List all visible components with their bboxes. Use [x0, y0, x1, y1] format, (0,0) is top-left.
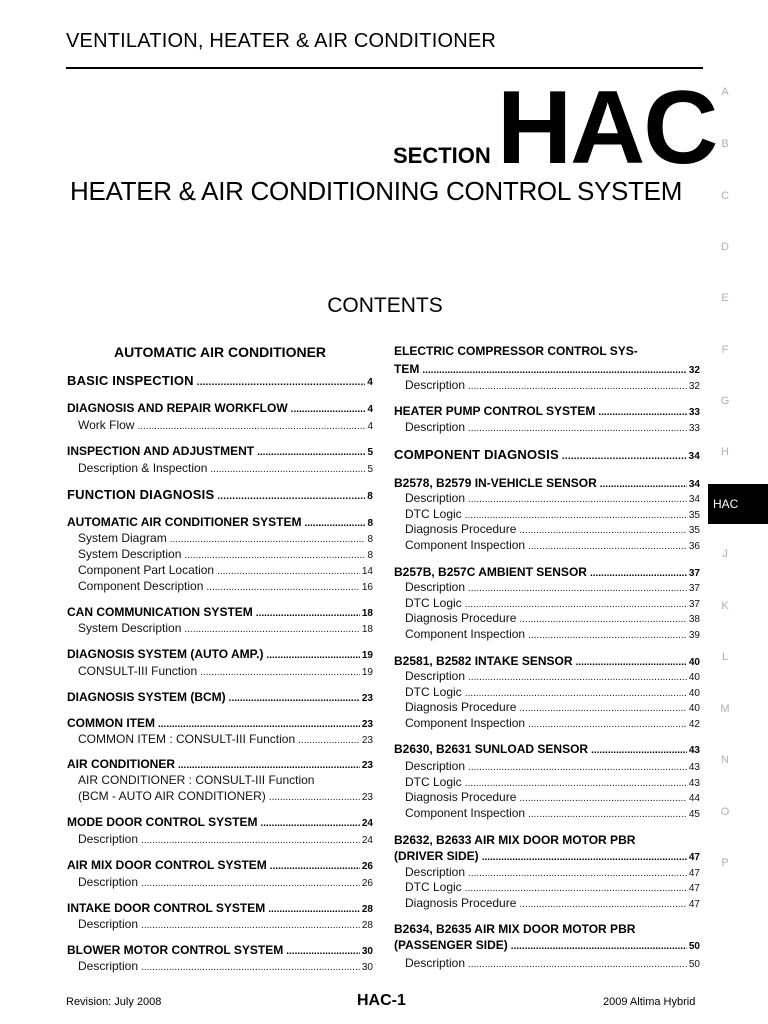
dot-leader: [170, 534, 366, 545]
toc-entry[interactable]: [67, 901, 373, 915]
side-tab[interactable]: F: [721, 344, 729, 356]
dot-leader: [206, 582, 359, 593]
dot-leader: [217, 566, 360, 577]
toc-entry-title: B257B, B257C AMBIENT SENSOR: [394, 565, 587, 579]
toc-subentry[interactable]: [394, 378, 700, 392]
toc-subentry[interactable]: [394, 491, 700, 505]
toc-subentry[interactable]: [394, 880, 700, 894]
toc-entry[interactable]: [67, 815, 373, 829]
dot-leader: [468, 959, 687, 970]
section-label: SECTION: [393, 143, 491, 168]
dot-leader: [200, 667, 360, 678]
toc-subentry[interactable]: [394, 420, 700, 434]
toc-entry-title: B2630, B2631 SUNLOAD SENSOR: [394, 742, 589, 756]
toc-page-number: 44: [688, 793, 700, 804]
dot-leader: [590, 568, 687, 579]
toc-entry-title: System Description: [78, 621, 182, 635]
toc-page-number: 18: [361, 608, 373, 619]
toc-page-number: 24: [361, 835, 373, 846]
toc-entry-title: TEM: [394, 362, 420, 376]
toc-subentry[interactable]: [67, 732, 373, 746]
toc-subentry[interactable]: [394, 685, 700, 699]
toc-entry[interactable]: [67, 515, 373, 529]
toc-page-number: 23: [361, 735, 373, 746]
toc-entry[interactable]: [394, 476, 700, 490]
toc-subentry[interactable]: [394, 759, 700, 773]
toc-entry-title: Diagnosis Procedure: [405, 700, 517, 714]
toc-page-number: 23: [361, 792, 373, 803]
toc-entry-title: DTC Logic: [405, 775, 462, 789]
toc-entry[interactable]: [67, 401, 373, 415]
toc-subentry[interactable]: [67, 789, 373, 803]
toc-entry[interactable]: [394, 362, 700, 376]
dot-leader: [519, 525, 686, 536]
dot-leader: [269, 792, 360, 803]
toc-entry-title: DTC Logic: [405, 880, 462, 894]
toc-page-number: 16: [361, 582, 373, 593]
toc-subentry[interactable]: [394, 716, 700, 730]
toc-subentry[interactable]: [394, 627, 700, 641]
toc-page-number: 28: [361, 904, 373, 915]
toc-entry-title: Component Inspection: [405, 538, 526, 552]
dot-leader: [519, 614, 686, 625]
dot-leader: [266, 650, 359, 661]
dot-leader: [298, 735, 360, 746]
toc-subentry[interactable]: [394, 956, 700, 970]
toc-entry-continued: B2634, B2635 AIR MIX DOOR MOTOR PBR: [394, 922, 636, 936]
toc-page-number: 40: [688, 688, 700, 699]
toc-entry-title: Description: [405, 956, 466, 970]
toc-group-heading: AUTOMATIC AIR CONDITIONER: [113, 344, 327, 360]
dot-leader: [468, 423, 687, 434]
toc-page-number: 18: [361, 624, 373, 635]
side-tab[interactable]: D: [721, 241, 729, 253]
dot-leader: [141, 920, 360, 931]
toc-page-number: 40: [688, 703, 700, 714]
side-tab[interactable]: J: [722, 548, 728, 560]
dot-leader: [260, 818, 359, 829]
side-tab[interactable]: C: [721, 190, 729, 202]
toc-left-column: [67, 0, 373, 1024]
toc-entry-title: DTC Logic: [405, 685, 462, 699]
toc-page-number: 8: [367, 518, 373, 529]
toc-page-number: 23: [361, 719, 373, 730]
dot-leader: [141, 878, 360, 889]
dot-leader: [291, 404, 366, 415]
dot-leader: [528, 809, 687, 820]
toc-page-number: 33: [688, 407, 700, 418]
toc-entry-title: Description: [405, 378, 466, 392]
dot-leader: [465, 599, 687, 610]
toc-entry-title: B2578, B2579 IN-VEHICLE SENSOR: [394, 476, 597, 490]
dot-leader: [519, 899, 686, 910]
toc-page-number: 32: [688, 381, 700, 392]
toc-subentry[interactable]: [67, 832, 373, 846]
toc-entry-title: INTAKE DOOR CONTROL SYSTEM: [67, 901, 266, 915]
dot-leader: [286, 946, 360, 957]
running-header: VENTILATION, HEATER & AIR CONDITIONER: [66, 30, 497, 52]
dot-leader: [197, 377, 366, 388]
side-tab[interactable]: M: [720, 703, 730, 715]
dot-leader: [210, 464, 365, 475]
side-tab[interactable]: E: [721, 292, 729, 304]
toc-page-number: 35: [688, 525, 700, 536]
section-code: HAC: [497, 70, 717, 186]
toc-entry-title: Component Part Location: [78, 563, 215, 577]
toc-subentry[interactable]: [67, 531, 373, 545]
toc-page-number: 50: [688, 959, 700, 970]
dot-leader: [468, 868, 687, 879]
toc-entry-title: Component Description: [78, 579, 204, 593]
toc-entry-title: Diagnosis Procedure: [405, 790, 517, 804]
toc-page-number: 26: [361, 861, 373, 872]
side-tab[interactable]: L: [721, 651, 729, 663]
toc-page-number: 43: [688, 762, 700, 773]
toc-subentry[interactable]: [67, 461, 373, 475]
side-tab[interactable]: B: [721, 138, 729, 150]
toc-page-number: 19: [361, 650, 373, 661]
toc-entry-title: Description: [78, 832, 139, 846]
toc-page-number: 36: [688, 541, 700, 552]
toc-entry-title: Description: [405, 420, 466, 434]
dot-leader: [562, 451, 687, 462]
toc-entry[interactable]: [394, 742, 700, 756]
toc-page-number: 4: [367, 404, 373, 415]
vehicle-model: 2009 Altima Hybrid: [603, 996, 696, 1008]
toc-entry-title: Component Inspection: [405, 806, 526, 820]
contents-heading: CONTENTS: [327, 294, 443, 317]
toc-entry-title: Description & Inspection: [78, 461, 208, 475]
dot-leader: [519, 793, 686, 804]
toc-entry-title: Description: [78, 917, 139, 931]
dot-leader: [598, 407, 687, 418]
toc-subentry[interactable]: [67, 418, 373, 432]
toc-entry-title: Description: [405, 759, 466, 773]
toc-subentry[interactable]: [394, 522, 700, 536]
toc-subentry[interactable]: [67, 664, 373, 678]
dot-leader: [468, 672, 687, 683]
toc-entry-title: AIR CONDITIONER: [67, 757, 175, 771]
side-tab[interactable]: N: [721, 754, 729, 766]
toc-entry-title: DTC Logic: [405, 507, 462, 521]
side-tab[interactable]: K: [721, 600, 729, 612]
toc-page-number: 50: [688, 941, 700, 952]
toc-page-number: 8: [367, 550, 373, 561]
dot-leader: [591, 745, 687, 756]
toc-page-number: 43: [688, 745, 700, 756]
toc-entry-title: Diagnosis Procedure: [405, 896, 517, 910]
toc-subentry[interactable]: [394, 507, 700, 521]
toc-entry-title: CAN COMMUNICATION SYSTEM: [67, 605, 253, 619]
dot-leader: [158, 719, 360, 730]
toc-entry-continued: AIR CONDITIONER : CONSULT-III Function: [78, 773, 315, 787]
dot-leader: [270, 861, 360, 872]
toc-page-number: 28: [361, 920, 373, 931]
toc-subentry[interactable]: [67, 875, 373, 889]
toc-subentry[interactable]: [394, 580, 700, 594]
dot-leader: [465, 883, 687, 894]
section-title: HEATER & AIR CONDITIONING CONTROL SYSTEM: [70, 176, 683, 206]
toc-entry-title: COMPONENT DIAGNOSIS: [394, 447, 559, 462]
toc-entry-title: DIAGNOSIS SYSTEM (AUTO AMP.): [67, 647, 264, 661]
toc-page-number: 37: [688, 568, 700, 579]
dot-leader: [482, 852, 687, 863]
toc-page-number: 32: [688, 365, 700, 376]
toc-entry[interactable]: [67, 943, 373, 957]
toc-entry-title: Component Inspection: [405, 627, 526, 641]
dot-leader: [465, 510, 687, 521]
toc-entry-title: B2581, B2582 INTAKE SENSOR: [394, 654, 573, 668]
dot-leader: [184, 624, 360, 635]
toc-page-number: 37: [688, 583, 700, 594]
toc-entry-title: Description: [405, 491, 466, 505]
toc-entry-title: (BCM - AUTO AIR CONDITIONER): [78, 789, 266, 803]
toc-entry[interactable]: [394, 447, 700, 462]
toc-page-number: 4: [367, 421, 373, 432]
toc-entry-title: BLOWER MOTOR CONTROL SYSTEM: [67, 943, 284, 957]
toc-subentry[interactable]: [67, 563, 373, 577]
dot-leader: [468, 494, 687, 505]
revision-date: Revision: July 2008: [66, 996, 162, 1008]
toc-page-number: 8: [367, 491, 373, 502]
toc-entry-title: System Description: [78, 547, 182, 561]
toc-entry-title: MODE DOOR CONTROL SYSTEM: [67, 815, 258, 829]
toc-page-number: 34: [688, 451, 700, 462]
dot-leader: [528, 541, 687, 552]
dot-leader: [141, 835, 360, 846]
toc-subentry[interactable]: [394, 775, 700, 789]
toc-subentry[interactable]: [67, 621, 373, 635]
toc-page-number: 30: [361, 962, 373, 973]
toc-entry[interactable]: [394, 654, 700, 668]
dot-leader: [268, 904, 360, 915]
toc-entry-title: BASIC INSPECTION: [67, 373, 194, 388]
toc-subentry[interactable]: [67, 547, 373, 561]
toc-entry-title: Component Inspection: [405, 716, 526, 730]
toc-subentry[interactable]: [67, 579, 373, 593]
toc-entry-title: DTC Logic: [405, 596, 462, 610]
toc-page-number: 38: [688, 614, 700, 625]
toc-entry[interactable]: [67, 757, 373, 771]
toc-subentry[interactable]: [394, 896, 700, 910]
toc-entry[interactable]: [67, 858, 373, 872]
toc-entry-title: Description: [405, 580, 466, 594]
toc-entry-title: COMMON ITEM: [67, 716, 155, 730]
toc-page-number: 26: [361, 878, 373, 889]
dot-leader: [257, 447, 365, 458]
toc-subentry[interactable]: [394, 611, 700, 625]
toc-page-number: 8: [367, 534, 373, 545]
toc-page-number: 30: [361, 946, 373, 957]
toc-subentry[interactable]: [394, 806, 700, 820]
toc-entry-title: HEATER PUMP CONTROL SYSTEM: [394, 404, 596, 418]
toc-entry[interactable]: [67, 373, 373, 388]
toc-entry-title: FUNCTION DIAGNOSIS: [67, 487, 215, 502]
dot-leader: [229, 693, 360, 704]
toc-page-number: 5: [367, 464, 373, 475]
toc-entry[interactable]: [394, 565, 700, 579]
toc-page-number: 34: [688, 494, 700, 505]
toc-entry[interactable]: [394, 849, 700, 863]
dot-leader: [528, 630, 687, 641]
toc-page-number: 19: [361, 667, 373, 678]
toc-page-number: 4: [367, 377, 373, 388]
toc-page-number: 45: [688, 809, 700, 820]
toc-entry-continued: ELECTRIC COMPRESSOR CONTROL SYS-: [394, 344, 638, 358]
toc-entry[interactable]: [67, 487, 373, 502]
toc-subentry[interactable]: [394, 669, 700, 683]
dot-leader: [600, 479, 687, 490]
toc-subentry[interactable]: [394, 700, 700, 714]
page-number: HAC-1: [357, 992, 406, 1009]
dot-leader: [528, 719, 687, 730]
toc-entry-title: (DRIVER SIDE): [394, 849, 479, 863]
toc-entry[interactable]: [394, 938, 700, 952]
dot-leader: [511, 941, 687, 952]
dot-leader: [141, 962, 360, 973]
toc-subentry[interactable]: [394, 596, 700, 610]
toc-page-number: 47: [688, 899, 700, 910]
toc-entry[interactable]: [67, 716, 373, 730]
toc-entry-title: CONSULT-III Function: [78, 664, 198, 678]
toc-entry-title: DIAGNOSIS SYSTEM (BCM): [67, 690, 226, 704]
toc-subentry[interactable]: [394, 790, 700, 804]
toc-page-number: 23: [361, 760, 373, 771]
dot-leader: [422, 365, 687, 376]
toc-page-number: 40: [688, 657, 700, 668]
toc-page-number: 43: [688, 778, 700, 789]
toc-entry-title: (PASSENGER SIDE): [394, 938, 508, 952]
toc-page-number: 34: [688, 479, 700, 490]
toc-subentry[interactable]: [394, 865, 700, 879]
toc-entry-title: Description: [78, 959, 139, 973]
toc-subentry[interactable]: [394, 538, 700, 552]
dot-leader: [519, 703, 686, 714]
toc-entry-title: System Diagram: [78, 531, 167, 545]
toc-entry[interactable]: [394, 404, 700, 418]
toc-entry-continued: B2632, B2633 AIR MIX DOOR MOTOR PBR: [394, 833, 636, 847]
toc-entry-title: Description: [78, 875, 139, 889]
side-tab[interactable]: P: [721, 857, 729, 869]
dot-leader: [468, 381, 687, 392]
toc-page-number: 33: [688, 423, 700, 434]
side-tab[interactable]: A: [721, 86, 729, 98]
toc-entry-title: Work Flow: [78, 418, 135, 432]
toc-entry-title: INSPECTION AND ADJUSTMENT: [67, 444, 255, 458]
dot-leader: [465, 688, 687, 699]
toc-right-column: [394, 0, 700, 1024]
side-tab[interactable]: H: [721, 446, 729, 458]
toc-page-number: 35: [688, 510, 700, 521]
toc-entry[interactable]: [67, 605, 373, 619]
dot-leader: [576, 657, 687, 668]
toc-entry-title: COMMON ITEM : CONSULT-III Function: [78, 732, 296, 746]
toc-page-number: 47: [688, 852, 700, 863]
toc-entry-title: Description: [405, 669, 466, 683]
dot-leader: [256, 608, 360, 619]
toc-entry[interactable]: [67, 690, 373, 704]
side-tab[interactable]: O: [720, 806, 730, 818]
toc-entry-title: Diagnosis Procedure: [405, 522, 517, 536]
toc-page-number: 47: [688, 883, 700, 894]
toc-page-number: 39: [688, 630, 700, 641]
toc-page-number: 40: [688, 672, 700, 683]
dot-leader: [184, 550, 365, 561]
dot-leader: [137, 421, 365, 432]
dot-leader: [178, 760, 360, 771]
toc-entry-title: Diagnosis Procedure: [405, 611, 517, 625]
toc-page-number: 42: [688, 719, 700, 730]
dot-leader: [304, 518, 365, 529]
toc-entry-title: AIR MIX DOOR CONTROL SYSTEM: [67, 858, 267, 872]
dot-leader: [468, 583, 687, 594]
side-tab-active[interactable]: HAC: [708, 484, 768, 524]
dot-leader: [468, 762, 687, 773]
toc-entry-title: AUTOMATIC AIR CONDITIONER SYSTEM: [67, 515, 302, 529]
side-tab[interactable]: G: [720, 395, 730, 407]
dot-leader: [465, 778, 687, 789]
toc-page-number: 23: [361, 693, 373, 704]
toc-page-number: 14: [361, 566, 373, 577]
toc-page-number: 37: [688, 599, 700, 610]
toc-page-number: 24: [361, 818, 373, 829]
dot-leader: [217, 491, 365, 502]
toc-subentry[interactable]: [67, 917, 373, 931]
toc-entry[interactable]: [67, 444, 373, 458]
toc-entry-title: Description: [405, 865, 466, 879]
toc-entry-title: DIAGNOSIS AND REPAIR WORKFLOW: [67, 401, 288, 415]
toc-entry[interactable]: [67, 647, 373, 661]
toc-subentry[interactable]: [67, 959, 373, 973]
toc-page-number: 47: [688, 868, 700, 879]
toc-page-number: 5: [367, 447, 373, 458]
